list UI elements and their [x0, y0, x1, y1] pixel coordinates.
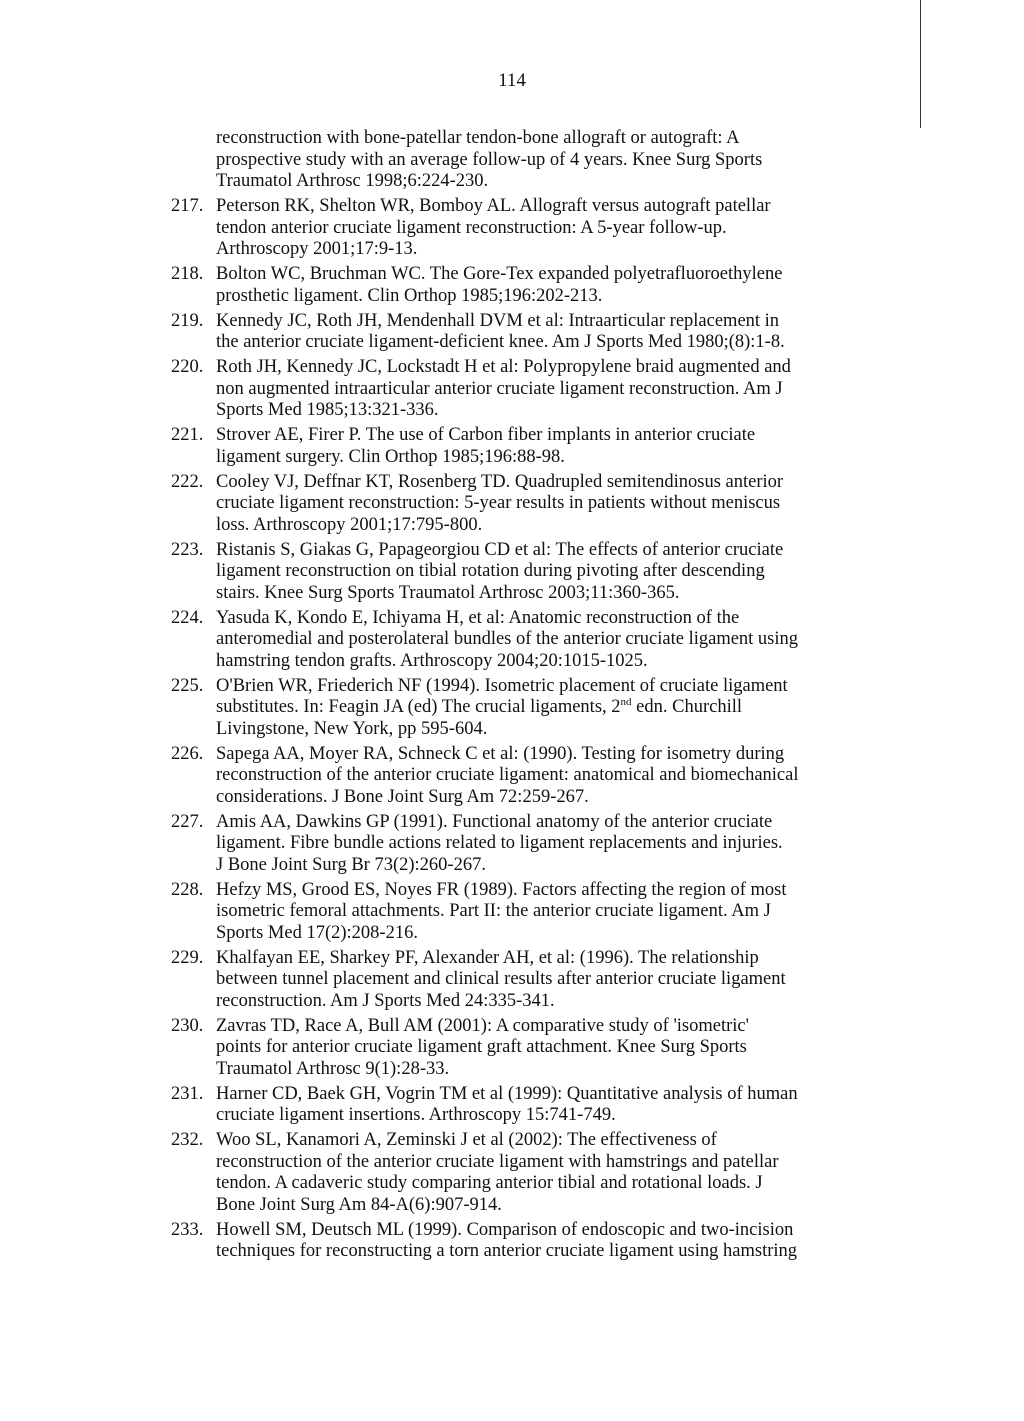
- reference-line: Sapega AA, Moyer RA, Schneck C et al: (1990). Testing for isometry during: [216, 743, 785, 764]
- reference-line: non augmented intraarticular anterior cruciate ligament reconstruction. Am J: [216, 378, 783, 399]
- reference-line: Khalfayan EE, Sharkey PF, Alexander AH, et al: (1996). The relationship: [216, 947, 759, 968]
- reference-line: Arthroscopy 2001;17:9-13.: [216, 239, 418, 259]
- reference-number: 224.: [171, 607, 204, 628]
- reference-entry: [171, 1220, 871, 1263]
- reference-line: Sports Med 1985;13:321-336.: [216, 400, 439, 420]
- reference-list: [171, 128, 871, 1263]
- reference-line: ligament surgery. Clin Orthop 1985;196:88-98.: [216, 446, 565, 467]
- reference-entry: [171, 676, 871, 741]
- reference-line: cruciate ligament insertions. Arthroscopy 15:741-749.: [216, 1105, 616, 1125]
- reference-line: Traumatol Arthrosc 9(1):28-33.: [216, 1058, 450, 1079]
- reference-line: Ristanis S, Giakas G, Papageorgiou CD et al: The effects of anterior cruciate: [216, 539, 784, 560]
- reference-number: 231.: [171, 1083, 204, 1104]
- reference-line: Peterson RK, Shelton WR, Bomboy AL. Allograft versus autograft patellar: [216, 196, 771, 216]
- reference-line: Amis AA, Dawkins GP (1991). Functional anatomy of the anterior cruciate: [216, 811, 773, 832]
- reference-line: hamstring tendon grafts. Arthroscopy 2004;20:1015-1025.: [216, 650, 648, 671]
- reference-line: Traumatol Arthrosc 1998;6:224-230.: [216, 171, 489, 191]
- reference-line: Zavras TD, Race A, Bull AM (2001): A comparative study of 'isometric': [216, 1015, 749, 1036]
- reference-entry: [171, 357, 871, 422]
- reference-entry: [171, 1016, 871, 1081]
- reference-line: ligament. Fibre bundle actions related to ligament replacements and injuries.: [216, 833, 783, 853]
- reference-line: techniques for reconstructing a torn anterior cruciate ligament using hamstring: [216, 1241, 798, 1261]
- reference-line: Livingstone, New York, pp 595-604.: [216, 718, 488, 739]
- reference-line: points for anterior cruciate ligament graft attachment. Knee Surg Sports: [216, 1037, 747, 1057]
- reference-line: reconstruction with bone-patellar tendon-bone allograft or autograft: A: [216, 128, 740, 148]
- reference-line: Cooley VJ, Deffnar KT, Rosenberg TD. Quadrupled semitendinosus anterior: [216, 471, 784, 492]
- reference-entry: [171, 1084, 871, 1127]
- reference-line: Hefzy MS, Grood ES, Noyes FR (1989). Factors affecting the region of most: [216, 879, 787, 900]
- reference-line: reconstruction of the anterior cruciate ligament with hamstrings and patellar: [216, 1151, 779, 1172]
- reference-entry: [171, 128, 871, 193]
- reference-line: Harner CD, Baek GH, Vogrin TM et al (1999): Quantitative analysis of human: [216, 1083, 798, 1104]
- reference-line: Bone Joint Surg Am 84-A(6):907-914.: [216, 1194, 502, 1215]
- reference-entry: [171, 812, 871, 877]
- reference-entry: [171, 880, 871, 945]
- reference-entry: [171, 472, 871, 537]
- reference-line: tendon anterior cruciate ligament reconstruction: A 5-year follow-up.: [216, 217, 727, 238]
- reference-number: 229.: [171, 947, 204, 968]
- reference-number: 230.: [171, 1015, 204, 1036]
- reference-entry: [171, 540, 871, 605]
- reference-line: reconstruction of the anterior cruciate ligament: anatomical and biomechanical: [216, 765, 799, 785]
- reference-line: Sports Med 17(2):208-216.: [216, 922, 418, 943]
- reference-line: Woo SL, Kanamori A, Zeminski J et al (2002): The effectiveness of: [216, 1130, 717, 1150]
- reference-number: 217.: [171, 196, 204, 216]
- reference-number: 225.: [171, 675, 204, 696]
- reference-entry: [171, 948, 871, 1013]
- reference-number: 228.: [171, 879, 204, 900]
- reference-line: prosthetic ligament. Clin Orthop 1985;196:202-213.: [216, 285, 603, 306]
- reference-number: 232.: [171, 1130, 204, 1150]
- reference-line: J Bone Joint Surg Br 73(2):260-267.: [216, 854, 486, 875]
- reference-line: ligament reconstruction on tibial rotation during pivoting after descending: [216, 561, 765, 581]
- reference-line: Strover AE, Firer P. The use of Carbon fiber implants in anterior cruciate: [216, 425, 756, 445]
- reference-line: considerations. J Bone Joint Surg Am 72:259-267.: [216, 786, 589, 807]
- reference-entry: [171, 311, 871, 354]
- reference-line: Roth JH, Kennedy JC, Lockstadt H et al: Polypropylene braid augmented and: [216, 357, 791, 377]
- reference-line: between tunnel placement and clinical results after anterior cruciate ligament: [216, 969, 786, 989]
- reference-entry: [171, 1130, 871, 1216]
- reference-line: anteromedial and posterolateral bundles of the anterior cruciate ligament using: [216, 629, 799, 649]
- reference-line: isometric femoral attachments. Part II: the anterior cruciate ligament. Am J: [216, 901, 771, 921]
- reference-entry: [171, 425, 871, 468]
- reference-number: 221.: [171, 425, 204, 445]
- text-segment: substitutes. In: Feagin JA (ed) The crucial ligaments, 2: [216, 697, 621, 717]
- reference-line: Yasuda K, Kondo E, Ichiyama H, et al: Anatomic reconstruction of the: [216, 607, 740, 628]
- reference-entry: [171, 264, 871, 307]
- reference-line: loss. Arthroscopy 2001;17:795-800.: [216, 514, 483, 535]
- reference-number: 222.: [171, 471, 204, 492]
- reference-line: [216, 697, 871, 719]
- superscript-text: nd: [620, 695, 632, 708]
- reference-entry: [171, 608, 871, 673]
- reference-line: tendon. A cadaveric study comparing anterior tibial and rotational loads. J: [216, 1173, 763, 1193]
- reference-line: Bolton WC, Bruchman WC. The Gore-Tex expanded polyetrafluoroethylene: [216, 264, 783, 284]
- scan-edge-line: [920, 0, 921, 128]
- reference-line: prospective study with an average follow-up of 4 years. Knee Surg Sports: [216, 149, 763, 170]
- reference-number: 223.: [171, 539, 204, 560]
- page-number: 114: [498, 70, 526, 91]
- reference-number: 227.: [171, 811, 204, 832]
- reference-line: Kennedy JC, Roth JH, Mendenhall DVM et al: Intraarticular replacement in: [216, 310, 780, 331]
- reference-line: cruciate ligament reconstruction: 5-year results in patients without meniscus: [216, 493, 781, 513]
- reference-line: Howell SM, Deutsch ML (1999). Comparison of endoscopic and two-incision: [216, 1219, 794, 1240]
- reference-line: O'Brien WR, Friederich NF (1994). Isometric placement of cruciate ligament: [216, 675, 788, 696]
- reference-entry: [171, 744, 871, 809]
- reference-number: 226.: [171, 743, 204, 764]
- reference-line: the anterior cruciate ligament-deficient knee. Am J Sports Med 1980;(8):1-8.: [216, 332, 785, 352]
- reference-line: reconstruction. Am J Sports Med 24:335-341.: [216, 990, 555, 1011]
- text-segment: edn. Churchill: [631, 697, 742, 717]
- reference-line: stairs. Knee Surg Sports Traumatol Arthrosc 2003;11:360-365.: [216, 582, 680, 603]
- reference-number: 220.: [171, 357, 204, 377]
- reference-number: 218.: [171, 264, 204, 284]
- reference-entry: [171, 196, 871, 261]
- reference-number: 233.: [171, 1219, 204, 1240]
- reference-number: 219.: [171, 310, 204, 331]
